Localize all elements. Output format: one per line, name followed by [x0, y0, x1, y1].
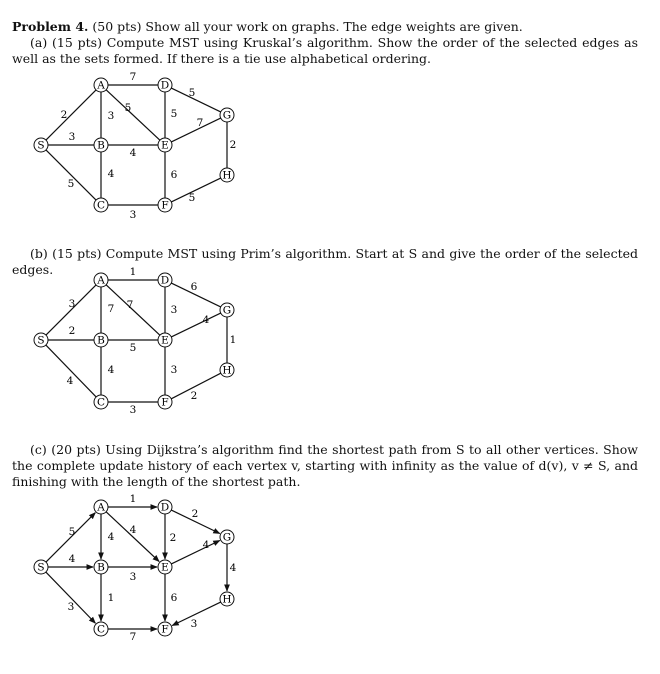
node-f — [158, 198, 172, 212]
edge-e-g — [171, 313, 220, 337]
edge-weight-s-b: 3 — [68, 131, 76, 143]
node-s — [34, 138, 48, 152]
node-b — [94, 560, 108, 574]
node-label-a: A — [97, 501, 105, 514]
node-a — [94, 273, 108, 287]
node-label-a: A — [97, 274, 105, 287]
part-c-text — [12, 442, 638, 490]
edge-weight-s-b: 4 — [68, 553, 76, 565]
edge-weight-g-h: 1 — [229, 334, 237, 346]
edge-weight-d-g: 6 — [190, 281, 198, 293]
edge-weight-e-f: 6 — [170, 592, 178, 604]
node-b — [94, 138, 108, 152]
node-label-d: D — [160, 79, 170, 92]
edge-weight-a-d: 1 — [129, 266, 137, 278]
node-label-f: F — [161, 623, 169, 636]
edge-weight-f-h: 5 — [188, 192, 196, 204]
edge-weight-s-c: 3 — [67, 601, 75, 613]
node-label-b: B — [97, 139, 105, 152]
node-h — [220, 363, 234, 377]
node-d — [158, 500, 172, 514]
node-s — [34, 560, 48, 574]
edge-weight-s-c: 4 — [66, 375, 74, 387]
edge-weight-b-c: 4 — [107, 168, 115, 180]
edge-weight-a-d: 1 — [129, 493, 137, 505]
node-label-c: C — [96, 623, 106, 636]
node-f — [158, 395, 172, 409]
node-label-d: D — [160, 274, 170, 287]
part-b-statement: (b) (15 pts) Compute MST using Prim’s algorithm. Start at S and give the order of the selected edges. — [12, 246, 638, 277]
node-label-c: C — [96, 396, 106, 409]
edge-weight-e-f: 6 — [170, 169, 178, 181]
edge-weight-d-g: 5 — [188, 87, 196, 99]
graph-b — [30, 265, 250, 420]
edge-weight-s-a: 2 — [60, 109, 68, 121]
problem-header — [12, 19, 638, 35]
edge-weight-f-h: 2 — [190, 390, 198, 402]
edge-weight-s-a: 3 — [68, 298, 76, 310]
node-c — [94, 622, 108, 636]
node-e — [158, 138, 172, 152]
edge-weight-g-h: 4 — [229, 562, 237, 574]
edge-weight-d-g: 2 — [191, 508, 199, 520]
node-label-a: A — [97, 79, 105, 92]
edge-weight-a-b: 4 — [107, 531, 115, 543]
node-label-s: S — [37, 334, 45, 347]
node-label-d: D — [160, 501, 170, 514]
node-label-g: G — [222, 304, 232, 317]
part-a-statement: (a) (15 pts) Compute MST using Kruskal’s algorithm. Show the order of the selected edges as well as the sets formed. If there is a tie use alphabetical ordering. — [12, 35, 638, 66]
node-b — [94, 333, 108, 347]
node-label-e: E — [161, 561, 169, 574]
edge-weight-e-f: 3 — [170, 364, 178, 376]
edge-weight-s-b: 2 — [68, 325, 76, 337]
edge-weight-a-e: 5 — [124, 102, 132, 114]
edge-weight-d-e: 2 — [169, 532, 177, 544]
edge-weight-a-e: 7 — [126, 299, 134, 311]
node-g — [220, 530, 234, 544]
node-label-e: E — [161, 334, 169, 347]
edge-weight-e-g: 7 — [196, 117, 204, 129]
node-h — [220, 168, 234, 182]
edge-weight-c-f: 7 — [129, 631, 137, 643]
node-label-f: F — [161, 396, 169, 409]
part-a-text — [12, 35, 638, 67]
node-label-h: H — [222, 169, 232, 182]
edge-weight-b-c: 4 — [107, 364, 115, 376]
edge-s-c — [46, 572, 96, 623]
edge-weight-e-g: 4 — [202, 314, 210, 326]
problem-number: Problem 4. — [12, 19, 89, 34]
node-label-e: E — [161, 139, 169, 152]
part-c-statement: (c) (20 pts) Using Dijkstra’s algorithm find the shortest path from S to all other vertices. Show the complete update history of each vertex v, starting with infinity as the value of d(v), v ≠ S, and finishing with the length of the shortest path. — [12, 442, 638, 489]
graph-c — [30, 490, 250, 650]
edge-weight-b-e: 4 — [129, 147, 137, 159]
node-g — [220, 303, 234, 317]
edge-weight-b-e: 5 — [129, 342, 137, 354]
node-label-h: H — [222, 593, 232, 606]
node-label-s: S — [37, 561, 45, 574]
node-a — [94, 78, 108, 92]
edge-weight-c-f: 3 — [129, 209, 137, 221]
node-g — [220, 108, 234, 122]
node-c — [94, 395, 108, 409]
node-label-b: B — [97, 334, 105, 347]
edge-weight-g-h: 2 — [229, 139, 237, 151]
problem-intro: (50 pts) Show all your work on graphs. The edge weights are given. — [92, 19, 523, 34]
graph-a — [30, 72, 250, 222]
edge-weight-d-e: 5 — [170, 108, 178, 120]
edge-weight-a-b: 3 — [107, 110, 115, 122]
node-a — [94, 500, 108, 514]
edge-weight-a-b: 7 — [107, 303, 115, 315]
node-label-b: B — [97, 561, 105, 574]
edge-weight-a-d: 7 — [129, 71, 137, 83]
edge-e-g — [171, 540, 219, 563]
edge-weight-b-e: 3 — [129, 571, 137, 583]
edge-weight-d-e: 3 — [170, 304, 178, 316]
node-label-g: G — [222, 109, 232, 122]
node-d — [158, 273, 172, 287]
edge-weight-h-f: 3 — [190, 618, 198, 630]
node-label-h: H — [222, 364, 232, 377]
edge-f-h — [171, 178, 220, 202]
edge-weight-e-g: 4 — [202, 539, 210, 551]
edge-weight-b-c: 1 — [107, 592, 115, 604]
edge-s-c — [46, 345, 96, 397]
edge-weight-s-a: 5 — [68, 526, 76, 538]
edge-weight-c-f: 3 — [129, 404, 137, 416]
node-e — [158, 333, 172, 347]
node-label-c: C — [96, 199, 106, 212]
node-label-g: G — [222, 531, 232, 544]
node-label-f: F — [161, 199, 169, 212]
node-c — [94, 198, 108, 212]
node-d — [158, 78, 172, 92]
edge-weight-s-c: 5 — [67, 178, 75, 190]
node-h — [220, 592, 234, 606]
node-e — [158, 560, 172, 574]
node-f — [158, 622, 172, 636]
edge-d-g — [171, 88, 220, 112]
edge-weight-a-e: 4 — [129, 524, 137, 536]
edge-s-c — [46, 150, 96, 200]
node-label-s: S — [37, 139, 45, 152]
node-s — [34, 333, 48, 347]
